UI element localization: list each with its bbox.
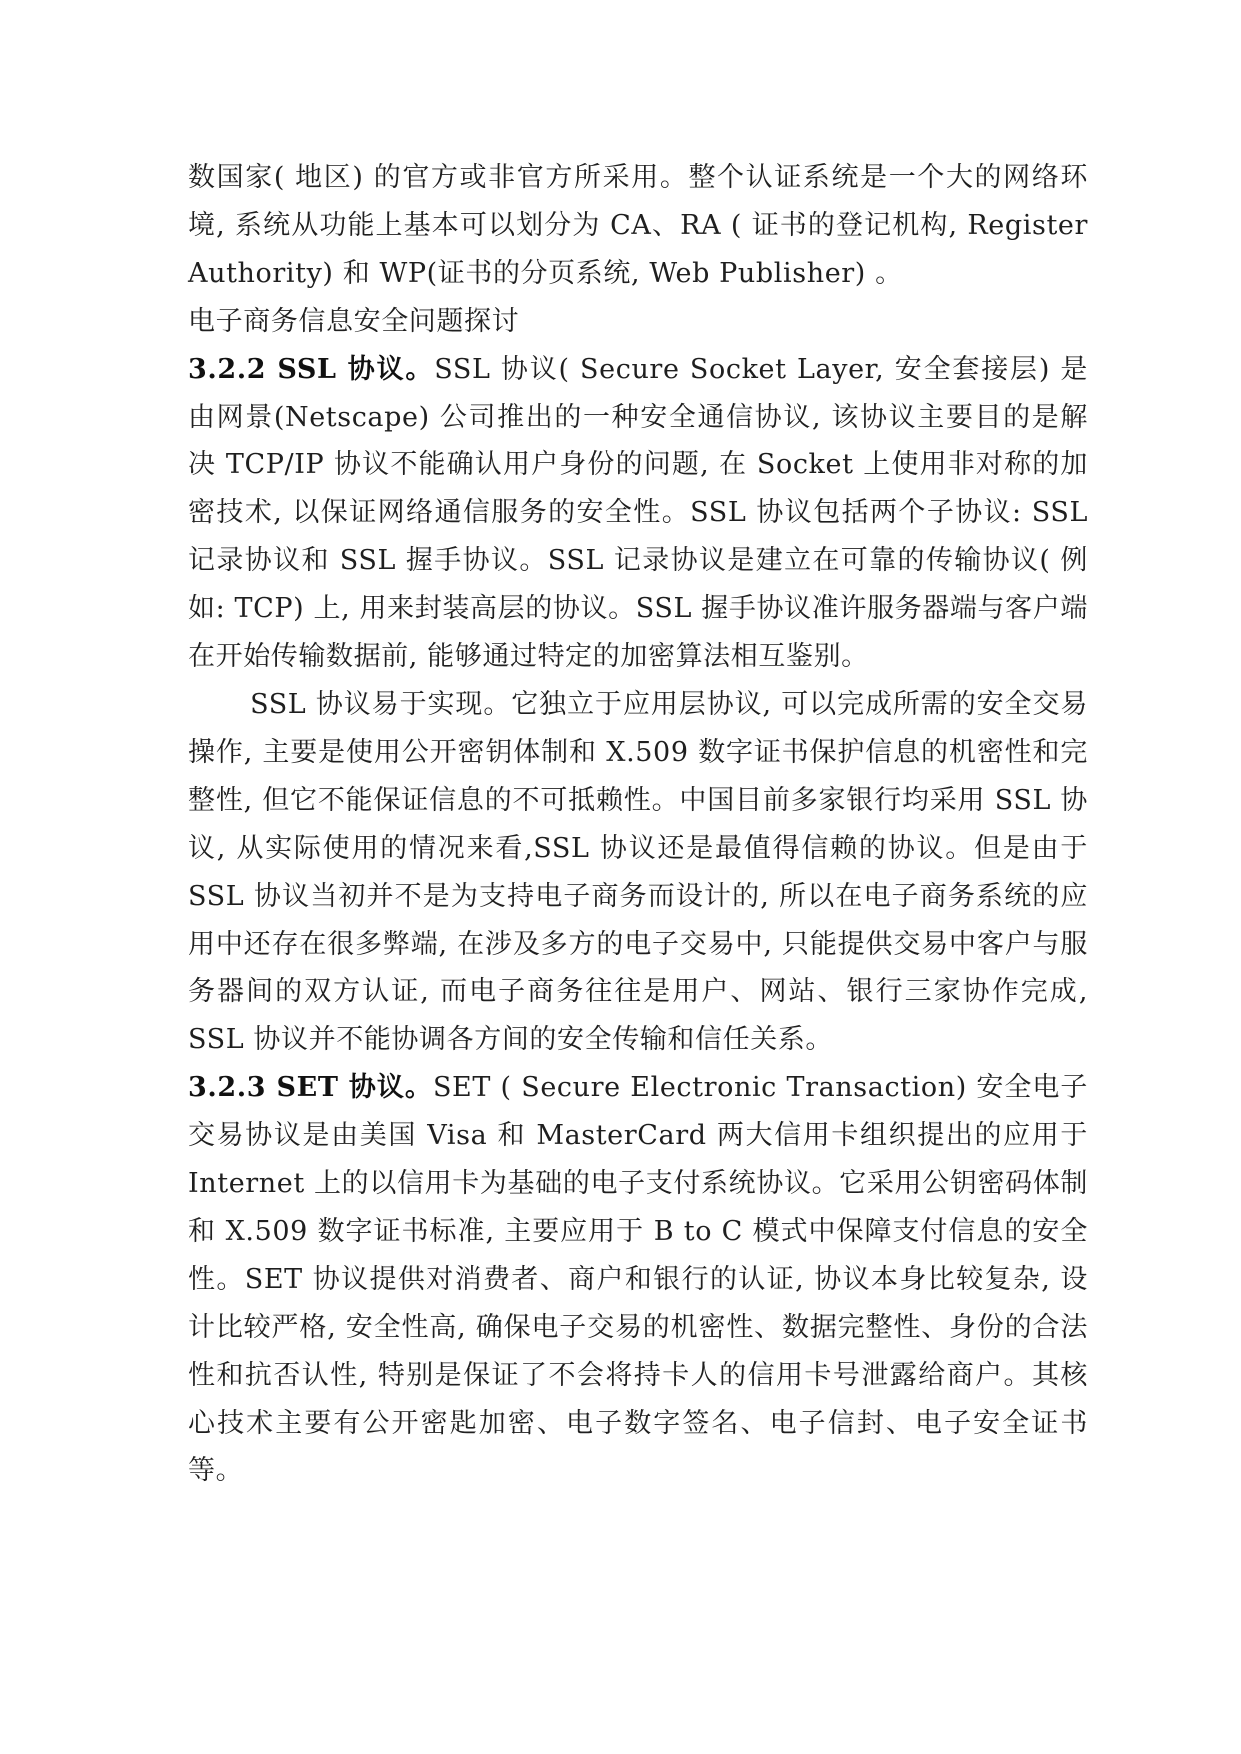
intro-paragraph-text: 数国家( 地区) 的官方或非官方所采用。整个认证系统是一个大的网络环境, 系统从功能上基本可以划分为 CA、RA ( 证书的登记机构, Register Authority) 和 WP(证书的分页系统, Web Publisher) 。 xyxy=(188,162,1088,289)
ssl-section-heading: 3.2.2 SSL 协议。 xyxy=(188,353,435,385)
running-title xyxy=(188,298,1088,346)
set-section-body: SET ( Secure Electronic Transaction) 安全电子交易协议是由美国 Visa 和 MasterCard 两大信用卡组织提出的应用于 Internet 上的以信用卡为基础的电子支付系统协议。它采用公钥密码体制和 X.509 数字证书标准, 主要应用于 B to C 模式中保障支付信息的安全性。SET 协议提供对消费者、商户和银行的认证, 协议本身比较复杂, 设计比较严格, 安全性高, 确保电子交易的机密性、数据完整性、身份的合法性和抗否认性, 特别是保证了不会将持卡人的信用卡号泄露给商户。其核心技术主要有公开密匙加密、电子数字签名、电子信封、电子安全证书等。 xyxy=(188,1072,1089,1487)
ssl-section-body: SSL 协议( Secure Socket Layer, 安全套接层) 是由网景(Netscape) 公司推出的一种安全通信协议, 该协议主要目的是解决 TCP/IP 协议不能确认用户身份的问题, 在 Socket 上使用非对称的加密技术, 以保证网络通信服务的安全性。SSL 协议包括两个子协议: SSL 记录协议和 SSL 握手协议。SSL 记录协议是建立在可靠的传输协议( 例如: TCP) 上, 用来封装高层的协议。SSL 握手协议准许服务器端与客户端在开始传输数据前, 能够通过特定的加密算法相互鉴别。 xyxy=(188,353,1088,673)
ssl-section-paragraph xyxy=(188,346,1088,681)
intro-paragraph xyxy=(188,154,1088,298)
ssl-paragraph-2-text: SSL 协议易于实现。它独立于应用层协议, 可以完成所需的安全交易操作, 主要是使用公开密钥体制和 X.509 数字证书保护信息的机密性和完整性, 但它不能保证信息的不可抵赖性。中国目前多家银行均采用 SSL 协议, 从实际使用的情况来看,SSL 协议还是最值得信赖的协议。但是由于 SSL 协议当初并不是为支持电子商务而设计的, 所以在电子商务系统的应用中还存在很多弊端, 在涉及多方的电子交易中, 只能提供交易中客户与服务器间的双方认证, 而电子商务往往是用户、网站、银行三家协作完成, SSL 协议并不能协调各方间的安全传输和信任关系。 xyxy=(188,688,1088,1056)
set-section-paragraph xyxy=(188,1064,1088,1495)
document-page xyxy=(188,154,1088,1495)
ssl-paragraph-2 xyxy=(188,681,1088,1064)
running-title-text: 电子商务信息安全问题探讨 xyxy=(188,305,520,337)
set-section-heading: 3.2.3 SET 协议。 xyxy=(188,1072,433,1104)
